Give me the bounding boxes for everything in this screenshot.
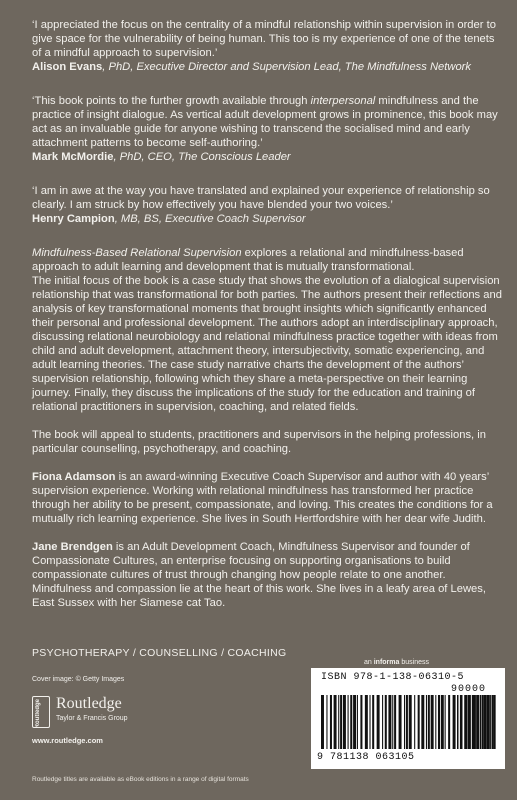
- barcode-bar: [457, 695, 459, 749]
- barcode-bar: [460, 695, 462, 749]
- endorsement-attribution: [32, 150, 502, 164]
- informa-business-label: an informa business: [364, 659, 429, 666]
- addon-barcode-bars-icon: [457, 695, 497, 749]
- endorsement-attribution: [32, 60, 502, 74]
- cover-image-credit: Cover image: © Getty Images: [32, 676, 125, 683]
- barcode-bar: [489, 695, 491, 749]
- barcode-bar: [428, 695, 430, 749]
- barcode-bar: [453, 695, 456, 749]
- barcode-bar: [404, 695, 405, 749]
- barcode-bar: [348, 695, 349, 749]
- endorsement-quote: ‘I appreciated the focus on the centrality of a mindful relationship within supervision in order to give space for the vulnerability of being human. This too is my experience of one of the tenets of a mindful approach to supervision.’: [32, 19, 496, 59]
- barcode-bar: [334, 695, 337, 749]
- barcode-bar: [382, 695, 383, 749]
- book-title: Mindfulness-Based Relational Supervision: [32, 247, 242, 259]
- publisher-website: www.routledge.com: [32, 736, 103, 745]
- barcode-bar: [464, 695, 465, 749]
- barcode-bar: [330, 695, 332, 749]
- barcode-bar: [377, 695, 380, 749]
- barcode-bar: [466, 695, 468, 749]
- endorser-name: Mark McMordie: [32, 151, 114, 163]
- author-bio: Fiona Adamson is an award-winning Executive Coach Supervisor and author with 40 years’ supervision experience. Working with relational mindfulness has transformed her practice through her ability to be present, compassionate, and loving. This creates the conditions for a mutually rich learning experience. She lives in South Hertfordshire with her dear wife Judith.: [32, 471, 493, 525]
- barcode-bar: [372, 695, 374, 749]
- subject-categories: PSYCHOTHERAPY / COUNSELLING / COACHING: [32, 647, 287, 659]
- publisher-name: Routledge: [56, 695, 122, 712]
- barcode-bar: [369, 695, 370, 749]
- endorser-credentials: , PhD, CEO, The Conscious Leader: [113, 151, 291, 163]
- barcode-bar: [353, 695, 356, 749]
- book-audience: The book will appeal to students, practitioners and supervisors in the helping professions, in particular counselling, psychotherapy, and coaching.: [32, 429, 486, 455]
- barcode-bar: [392, 695, 393, 749]
- barcode-bar: [340, 695, 342, 749]
- routledge-mark-icon: Routledge: [32, 696, 50, 728]
- barcode-bar: [484, 695, 486, 749]
- barcode-bar: [418, 695, 420, 749]
- barcode-number: 9 781138 063105: [317, 752, 415, 763]
- barcode-bar: [406, 695, 408, 749]
- endorsement-attribution: [32, 212, 502, 226]
- routledge-logo: [32, 696, 192, 732]
- barcode-bar: [388, 695, 391, 749]
- barcode-bar: [445, 695, 446, 749]
- isbn-label: ISBN 978-1-138-06310-5: [321, 672, 465, 683]
- barcode-bar: [360, 695, 362, 749]
- barcode-bar: [326, 695, 327, 749]
- barcode-bar: [477, 695, 479, 749]
- barcode-bar: [338, 695, 339, 749]
- barcode-bar: [431, 695, 434, 749]
- endorser-name: Henry Campion: [32, 213, 115, 225]
- barcode-bar: [494, 695, 495, 749]
- barcode-bar: [385, 695, 387, 749]
- endorser-name: Alison Evans: [32, 61, 103, 73]
- back-cover-text: [32, 18, 502, 610]
- barcode-bar: [343, 695, 346, 749]
- barcode-bar: [426, 695, 427, 749]
- barcode-bar: [399, 695, 402, 749]
- ebook-availability-note: Routledge titles are available as eBook editions in a range of digital formats: [32, 776, 249, 783]
- endorser-credentials: , MB, BS, Executive Coach Supervisor: [114, 213, 306, 225]
- barcode-bar: [414, 695, 415, 749]
- barcode-bar: [468, 695, 470, 749]
- author-bio: Jane Brendgen is an Adult Development Coach, Mindfulness Supervisor and founder of Compassionate Cultures, an enterprise focusing on supporting organisations to build compassionate cultures of trust through changing how people relate to one another. Mindfulness and compassion lie at the heart of this work. She lives in a leafy area of Lewes, East Sussex with her Siamese cat Tao.: [32, 541, 486, 609]
- barcode-bar: [438, 695, 440, 749]
- barcode-bar: [321, 695, 324, 749]
- book-description-intro: Mindfulness-Based Relational Supervision explores a relational and mindfulness-based approach to adult learning and development that is mutually transformational.: [32, 247, 464, 273]
- endorsement-quote: ‘This book points to the further growth available through interpersonal mindfulness and the practice of insight dialogue. As vertical adult development grows in prominence, this book may act as an invaluable guide for anyone wishing to transcend the socialised mind and early attachment patterns to become self-authoring.’: [32, 95, 498, 149]
- isbn-barcode: [311, 668, 505, 769]
- barcode-bar: [357, 695, 358, 749]
- price-code: 90000: [451, 684, 487, 695]
- book-description-body: The initial focus of the book is a case study that shows the evolution of a dialogical supervision relationship that was transformational for both parties. The authors present their reflections and analysis of key transformational moments that brought insights which significantly enhanced their personal and professional development. The authors adopt an interdisciplinary approach, discussing relational neurobiology and relational mindfulness practice together with ideas from child and adult development, attachment theory, intersubjectivity, somatic experiencing, and adult learning theories. The case study narrative charts the development of the authors’ supervision relationship, following which they share a meta-perspective on their learning journey. Finally, they discuss the implications of the study for the education and training of relational practitioners in supervision, coaching, and related fields.: [32, 275, 502, 413]
- barcode-bar: [482, 695, 484, 749]
- barcode-bar: [394, 695, 396, 749]
- barcode-bar: [487, 695, 488, 749]
- publisher-group: Taylor & Francis Group: [56, 715, 128, 722]
- barcode-bar: [481, 695, 482, 749]
- barcode-bar: [474, 695, 476, 749]
- barcode-bar: [409, 695, 412, 749]
- barcode-bar: [472, 695, 473, 749]
- author-name: Jane Brendgen: [32, 541, 113, 553]
- endorsement-quote: ‘I am in awe at the way you have translated and explained your experience of relationship so clearly. I am struck by how effectively you have blended your two voices.’: [32, 185, 490, 211]
- author-name: Fiona Adamson: [32, 471, 116, 483]
- barcode-bar: [448, 695, 450, 749]
- barcode-bar: [350, 695, 352, 749]
- endorser-credentials: , PhD, Executive Director and Supervision Lead, The Mindfulness Network: [102, 61, 472, 73]
- barcode-bar: [365, 695, 368, 749]
- barcode-bar: [435, 695, 436, 749]
- barcode-bar: [441, 695, 444, 749]
- barcode-bar: [492, 695, 494, 749]
- barcode-bar: [421, 695, 424, 749]
